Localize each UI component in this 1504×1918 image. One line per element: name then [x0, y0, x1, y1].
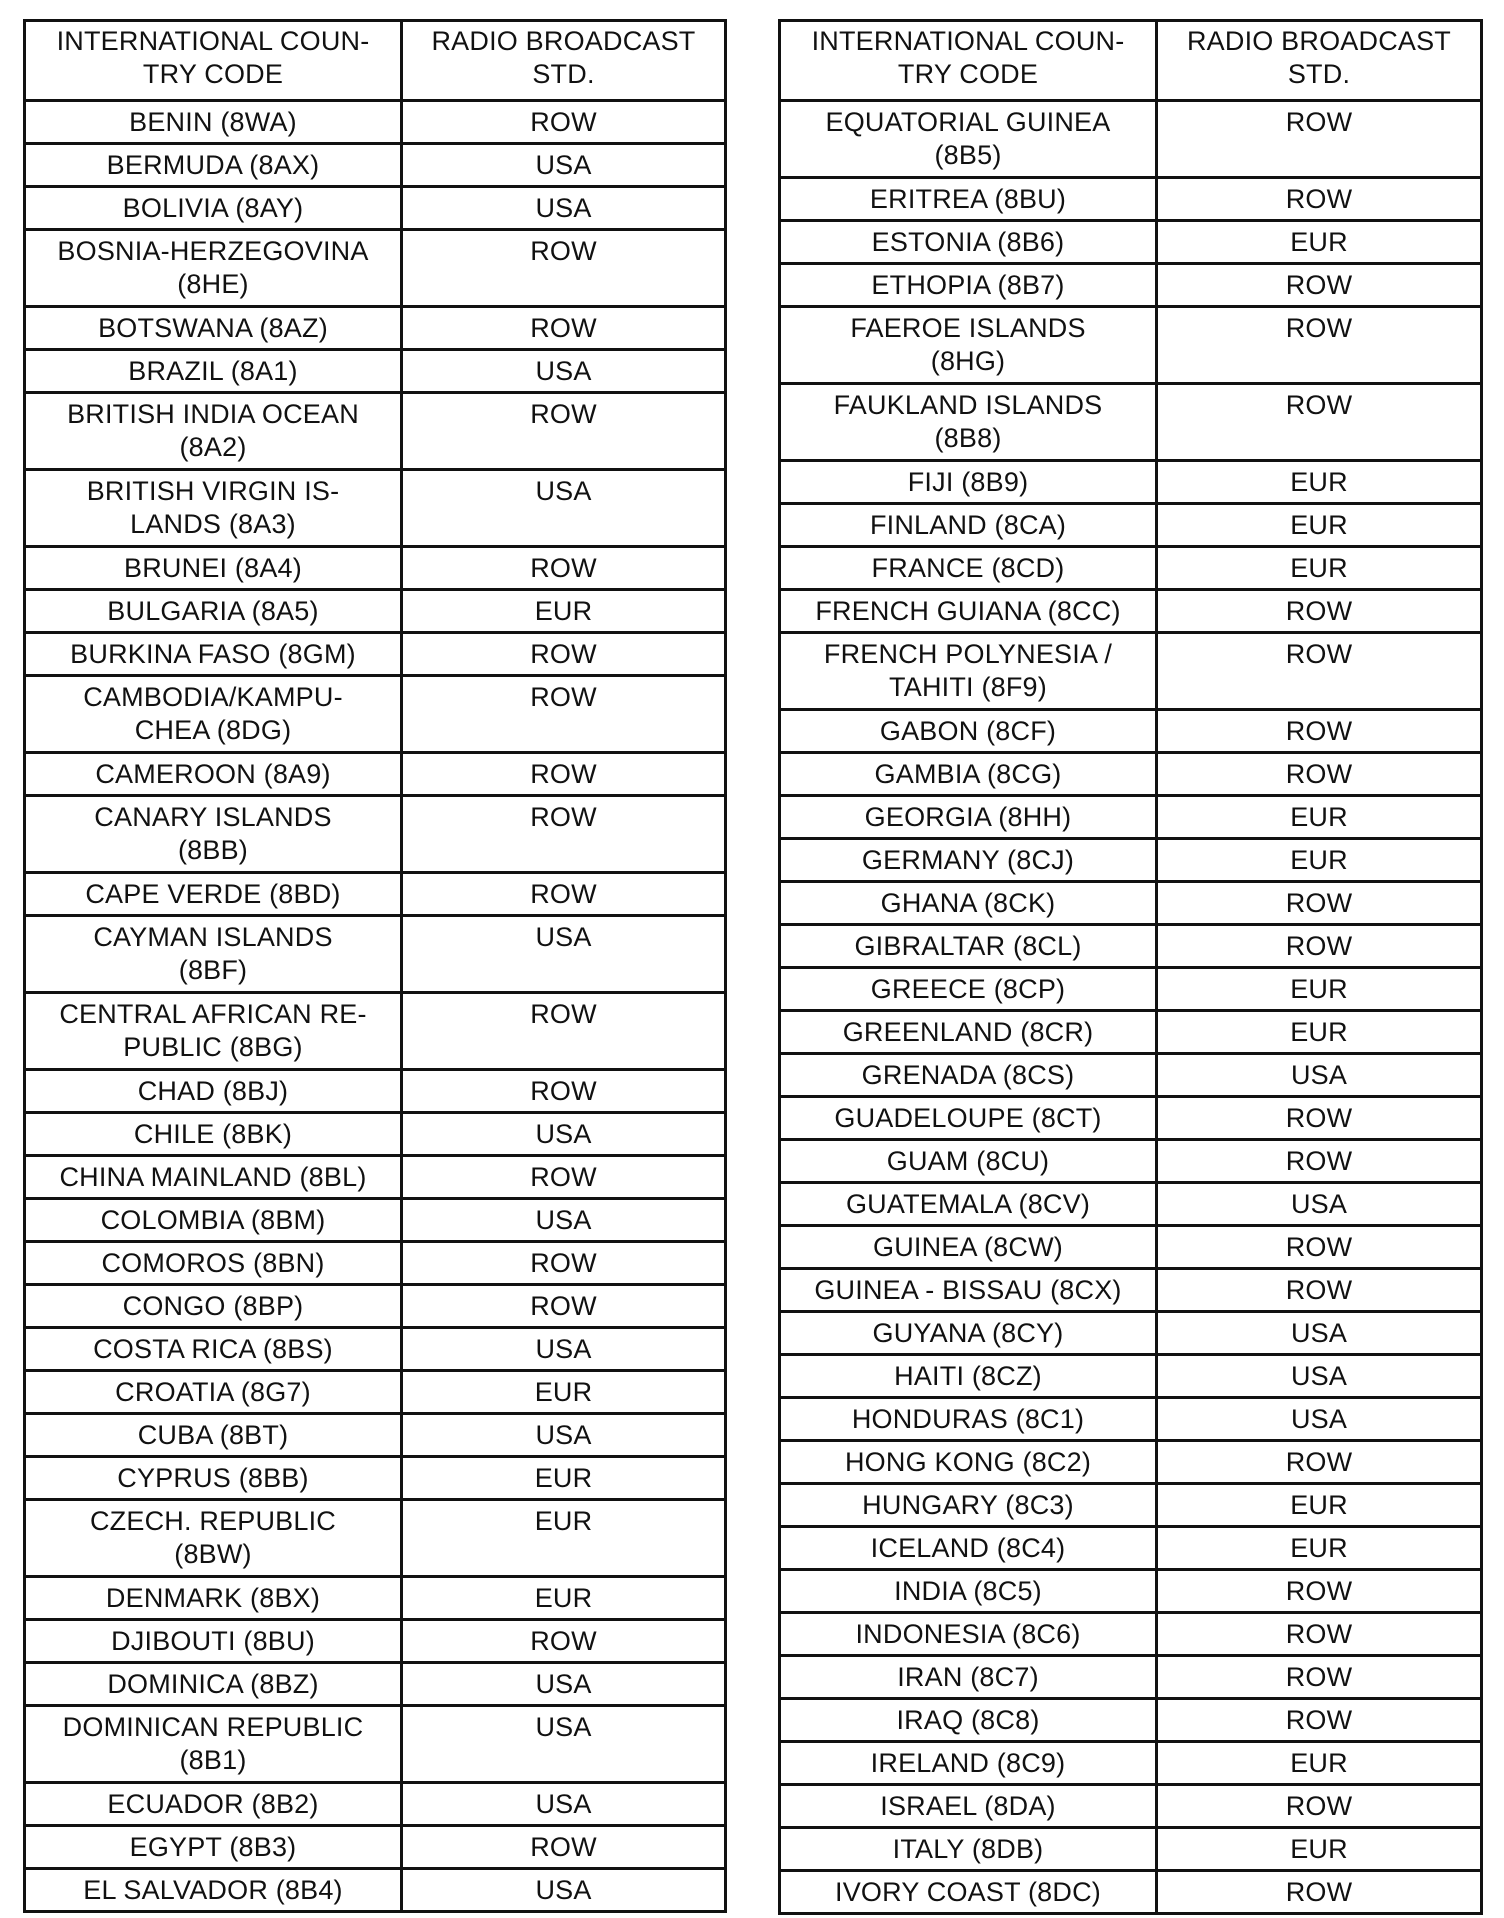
country-code-cell: GUAM (8CU)	[781, 1141, 1158, 1181]
country-code-cell: CONGO (8BP)	[26, 1286, 403, 1326]
broadcast-std-cell: ROW	[1285, 1275, 1353, 1305]
country-code-cell: EL SALVADOR (8B4)	[26, 1870, 403, 1910]
broadcast-std-cell: ROW	[1285, 1791, 1353, 1821]
broadcast-std-cell: EUR	[534, 1377, 593, 1407]
country-code-cell: HONG KONG (8C2)	[781, 1442, 1158, 1482]
broadcast-std-cell: ROW	[1285, 1447, 1353, 1477]
broadcast-std-cell: EUR	[1290, 510, 1348, 540]
table-row	[781, 459, 1480, 502]
table-row	[781, 1482, 1480, 1525]
country-code-cell: GRENADA (8CS)	[781, 1055, 1158, 1095]
table-row	[781, 1783, 1480, 1826]
table-row	[781, 588, 1480, 631]
country-code-cell: GREECE (8CP)	[781, 969, 1158, 1009]
broadcast-std-cell: ROW	[530, 1626, 597, 1656]
country-code-cell: CENTRAL AFRICAN RE- PUBLIC (8BG)	[26, 994, 403, 1068]
table-row	[781, 1009, 1480, 1052]
broadcast-std-cell: EUR	[1290, 1748, 1348, 1778]
table-header-row	[26, 22, 724, 99]
broadcast-std-cell: ROW	[1285, 1877, 1353, 1907]
country-code-cell: BRAZIL (8A1)	[26, 351, 403, 391]
table-row	[26, 1575, 724, 1618]
country-code-cell: INDIA (8C5)	[781, 1571, 1158, 1611]
country-code-cell: DJIBOUTI (8BU)	[26, 1621, 403, 1661]
country-code-cell: COMOROS (8BN)	[26, 1243, 403, 1283]
broadcast-std-cell: EUR	[534, 1506, 593, 1536]
country-code-cell: IRAN (8C7)	[781, 1657, 1158, 1697]
country-code-cell: CAYMAN ISLANDS (8BF)	[26, 917, 403, 991]
country-code-cell: CHILE (8BK)	[26, 1114, 403, 1154]
country-code-cell: GABON (8CF)	[781, 711, 1158, 751]
table-row	[781, 1525, 1480, 1568]
country-code-cell: GUADELOUPE (8CT)	[781, 1098, 1158, 1138]
country-code-cell: GERMANY (8CJ)	[781, 840, 1158, 880]
table-row	[781, 1138, 1480, 1181]
table-row	[781, 1611, 1480, 1654]
table-row	[26, 1498, 724, 1575]
broadcast-std-cell: USA	[535, 1205, 592, 1235]
table-row	[781, 1697, 1480, 1740]
table-row	[26, 99, 724, 142]
broadcast-std-cell: ROW	[530, 1832, 597, 1862]
table-row	[26, 1068, 724, 1111]
broadcast-std-cell: ROW	[1285, 1103, 1353, 1133]
header-radio-std: RADIO BROADCAST STD.	[431, 26, 696, 89]
table-row	[26, 1704, 724, 1781]
country-code-cell: FRENCH GUIANA (8CC)	[781, 591, 1158, 631]
country-code-table-right	[778, 19, 1483, 1915]
table-row	[781, 305, 1480, 382]
table-row	[781, 502, 1480, 545]
broadcast-std-cell: EUR	[1290, 802, 1348, 832]
table-row	[781, 1568, 1480, 1611]
table-row	[26, 1154, 724, 1197]
country-code-cell: IVORY COAST (8DC)	[781, 1872, 1158, 1912]
table-row	[781, 751, 1480, 794]
broadcast-std-cell: ROW	[1285, 390, 1353, 420]
table-row	[781, 382, 1480, 459]
broadcast-std-cell: ROW	[1285, 596, 1353, 626]
table-row	[781, 837, 1480, 880]
table-row	[781, 1267, 1480, 1310]
table-row	[26, 185, 724, 228]
table-row	[781, 1869, 1480, 1912]
country-code-cell: BULGARIA (8A5)	[26, 591, 403, 631]
broadcast-std-cell: ROW	[1285, 184, 1353, 214]
broadcast-std-cell: USA	[1290, 1189, 1348, 1219]
country-code-cell: IRELAND (8C9)	[781, 1743, 1158, 1783]
country-code-cell: CAMEROON (8A9)	[26, 754, 403, 794]
table-row	[26, 1412, 724, 1455]
table-row	[781, 1826, 1480, 1869]
broadcast-std-cell: ROW	[530, 1291, 597, 1321]
broadcast-std-cell: ROW	[1285, 1619, 1353, 1649]
country-code-cell: GREENLAND (8CR)	[781, 1012, 1158, 1052]
table-row	[781, 1740, 1480, 1783]
table-row	[26, 305, 724, 348]
country-code-cell: GEORGIA (8HH)	[781, 797, 1158, 837]
table-row	[26, 1455, 724, 1498]
broadcast-std-cell: USA	[535, 476, 592, 506]
broadcast-std-cell: ROW	[1285, 1232, 1353, 1262]
broadcast-std-cell: ROW	[530, 879, 597, 909]
country-code-cell: CYPRUS (8BB)	[26, 1458, 403, 1498]
table-row	[781, 794, 1480, 837]
table-row	[26, 1618, 724, 1661]
table-row	[26, 1326, 724, 1369]
country-code-cell: FAEROE ISLANDS (8HG)	[781, 308, 1158, 382]
table-row	[26, 391, 724, 468]
broadcast-std-cell: EUR	[1290, 974, 1348, 1004]
broadcast-std-cell: ROW	[530, 1248, 597, 1278]
broadcast-std-cell: EUR	[534, 596, 593, 626]
country-code-cell: DENMARK (8BX)	[26, 1578, 403, 1618]
country-code-cell: GUINEA - BISSAU (8CX)	[781, 1270, 1158, 1310]
table-row	[781, 880, 1480, 923]
table-row	[26, 588, 724, 631]
country-code-cell: BOLIVIA (8AY)	[26, 188, 403, 228]
broadcast-std-cell: ROW	[1285, 931, 1353, 961]
country-code-cell: INDONESIA (8C6)	[781, 1614, 1158, 1654]
country-code-cell: ESTONIA (8B6)	[781, 222, 1158, 262]
country-code-cell: BRITISH VIRGIN IS- LANDS (8A3)	[26, 471, 403, 545]
broadcast-std-cell: ROW	[530, 639, 597, 669]
table-row	[781, 1396, 1480, 1439]
broadcast-std-cell: ROW	[530, 682, 597, 712]
country-code-cell: GAMBIA (8CG)	[781, 754, 1158, 794]
table-row	[781, 1439, 1480, 1482]
country-code-cell: BRITISH INDIA OCEAN (8A2)	[26, 394, 403, 468]
table-row	[26, 1824, 724, 1867]
broadcast-std-cell: USA	[535, 922, 592, 952]
broadcast-std-cell: USA	[535, 1420, 592, 1450]
table-row	[26, 1240, 724, 1283]
broadcast-std-cell: ROW	[1285, 1705, 1353, 1735]
broadcast-std-cell: EUR	[1290, 227, 1348, 257]
broadcast-std-cell: EUR	[534, 1583, 593, 1613]
country-code-cell: CANARY ISLANDS (8BB)	[26, 797, 403, 871]
country-code-cell: BENIN (8WA)	[26, 102, 403, 142]
table-row	[26, 348, 724, 391]
table-row	[781, 1052, 1480, 1095]
country-code-cell: COSTA RICA (8BS)	[26, 1329, 403, 1369]
broadcast-std-cell: ROW	[530, 1162, 597, 1192]
broadcast-std-cell: USA	[535, 1669, 592, 1699]
country-code-cell: CROATIA (8G7)	[26, 1372, 403, 1412]
broadcast-std-cell: ROW	[1285, 888, 1353, 918]
country-code-cell: FINLAND (8CA)	[781, 505, 1158, 545]
country-code-cell: CZECH. REPUBLIC (8BW)	[26, 1501, 403, 1575]
table-row	[26, 631, 724, 674]
country-code-cell: BURKINA FASO (8GM)	[26, 634, 403, 674]
broadcast-std-cell: USA	[535, 356, 592, 386]
table-row	[781, 1310, 1480, 1353]
country-code-cell: CAPE VERDE (8BD)	[26, 874, 403, 914]
country-code-cell: CAMBODIA/KAMPU- CHEA (8DG)	[26, 677, 403, 751]
broadcast-std-cell: ROW	[1285, 1146, 1353, 1176]
country-code-table-left	[23, 19, 727, 1913]
country-code-cell: FIJI (8B9)	[781, 462, 1158, 502]
broadcast-std-cell: ROW	[530, 399, 597, 429]
country-code-cell: ITALY (8DB)	[781, 1829, 1158, 1869]
broadcast-std-cell: ROW	[1285, 107, 1353, 137]
country-code-cell: FRANCE (8CD)	[781, 548, 1158, 588]
table-row	[781, 545, 1480, 588]
table-row	[26, 1111, 724, 1154]
broadcast-std-cell: EUR	[1290, 553, 1348, 583]
table-row	[26, 1283, 724, 1326]
broadcast-std-cell: EUR	[1290, 1017, 1348, 1047]
table-row	[781, 1181, 1480, 1224]
country-code-cell: HUNGARY (8C3)	[781, 1485, 1158, 1525]
broadcast-std-cell: ROW	[530, 999, 597, 1029]
country-code-cell: CHAD (8BJ)	[26, 1071, 403, 1111]
country-code-cell: CHINA MAINLAND (8BL)	[26, 1157, 403, 1197]
broadcast-std-cell: USA	[1290, 1361, 1348, 1391]
broadcast-std-cell: ROW	[530, 107, 597, 137]
broadcast-std-cell: EUR	[1290, 1490, 1348, 1520]
broadcast-std-cell: USA	[535, 1789, 592, 1819]
country-code-cell: ETHOPIA (8B7)	[781, 265, 1158, 305]
header-country-code: INTERNATIONAL COUN- TRY CODE	[781, 22, 1158, 99]
table-row	[781, 631, 1480, 708]
broadcast-std-cell: EUR	[1290, 845, 1348, 875]
broadcast-std-cell: ROW	[530, 313, 597, 343]
broadcast-std-cell: USA	[1290, 1318, 1348, 1348]
country-code-cell: BERMUDA (8AX)	[26, 145, 403, 185]
broadcast-std-cell: ROW	[1285, 270, 1353, 300]
table-row	[26, 914, 724, 991]
country-code-cell: GUATEMALA (8CV)	[781, 1184, 1158, 1224]
country-code-cell: FRENCH POLYNESIA / TAHITI (8F9)	[781, 634, 1158, 708]
broadcast-std-cell: USA	[1290, 1060, 1348, 1090]
country-code-cell: ERITREA (8BU)	[781, 179, 1158, 219]
broadcast-std-cell: USA	[535, 150, 592, 180]
broadcast-std-cell: ROW	[530, 236, 597, 266]
country-code-cell: ECUADOR (8B2)	[26, 1784, 403, 1824]
country-code-cell: EGYPT (8B3)	[26, 1827, 403, 1867]
table-row	[781, 708, 1480, 751]
table-row	[26, 545, 724, 588]
broadcast-std-cell: ROW	[1285, 313, 1353, 343]
table-row	[26, 1197, 724, 1240]
table-row	[781, 1224, 1480, 1267]
table-header-row	[781, 22, 1480, 99]
country-code-cell: DOMINICAN REPUBLIC (8B1)	[26, 1707, 403, 1781]
broadcast-std-cell: USA	[535, 1712, 592, 1742]
country-code-cell: FAUKLAND ISLANDS (8B8)	[781, 385, 1158, 459]
country-code-cell: GUINEA (8CW)	[781, 1227, 1158, 1267]
broadcast-std-cell: ROW	[530, 802, 597, 832]
header-radio-std: RADIO BROADCAST STD.	[1186, 26, 1452, 89]
country-code-cell: BOTSWANA (8AZ)	[26, 308, 403, 348]
table-row	[781, 1353, 1480, 1396]
broadcast-std-cell: USA	[535, 193, 592, 223]
table-row	[781, 1654, 1480, 1697]
table-row	[26, 991, 724, 1068]
broadcast-std-cell: USA	[1290, 1404, 1348, 1434]
table-row	[26, 1781, 724, 1824]
table-row	[26, 871, 724, 914]
table-row	[781, 1095, 1480, 1138]
country-code-cell: HAITI (8CZ)	[781, 1356, 1158, 1396]
table-row	[781, 923, 1480, 966]
broadcast-std-cell: ROW	[1285, 1662, 1353, 1692]
country-code-cell: EQUATORIAL GUINEA (8B5)	[781, 102, 1158, 176]
broadcast-std-cell: USA	[535, 1119, 592, 1149]
table-row	[781, 262, 1480, 305]
broadcast-std-cell: USA	[535, 1875, 592, 1905]
country-code-cell: GHANA (8CK)	[781, 883, 1158, 923]
table-row	[781, 99, 1480, 176]
table-row	[26, 142, 724, 185]
country-code-cell: IRAQ (8C8)	[781, 1700, 1158, 1740]
country-code-cell: ISRAEL (8DA)	[781, 1786, 1158, 1826]
country-code-cell: BRUNEI (8A4)	[26, 548, 403, 588]
table-row	[781, 966, 1480, 1009]
broadcast-std-cell: ROW	[1285, 716, 1353, 746]
broadcast-std-cell: ROW	[1285, 639, 1353, 669]
broadcast-std-cell: EUR	[1290, 1533, 1348, 1563]
table-row	[26, 751, 724, 794]
table-row	[26, 794, 724, 871]
table-row	[26, 228, 724, 305]
table-row	[781, 176, 1480, 219]
country-code-cell: CUBA (8BT)	[26, 1415, 403, 1455]
table-row	[26, 468, 724, 545]
table-row	[781, 219, 1480, 262]
broadcast-std-cell: ROW	[1285, 1576, 1353, 1606]
table-row	[26, 1369, 724, 1412]
broadcast-std-cell: EUR	[1290, 1834, 1348, 1864]
broadcast-std-cell: ROW	[1285, 759, 1353, 789]
country-code-cell: GUYANA (8CY)	[781, 1313, 1158, 1353]
broadcast-std-cell: EUR	[1290, 467, 1348, 497]
broadcast-std-cell: ROW	[530, 1076, 597, 1106]
broadcast-std-cell: ROW	[530, 759, 597, 789]
country-code-cell: BOSNIA-HERZEGOVINA (8HE)	[26, 231, 403, 305]
table-row	[26, 1867, 724, 1910]
table-row	[26, 674, 724, 751]
broadcast-std-cell: USA	[535, 1334, 592, 1364]
country-code-cell: HONDURAS (8C1)	[781, 1399, 1158, 1439]
broadcast-std-cell: EUR	[534, 1463, 593, 1493]
country-code-cell: COLOMBIA (8BM)	[26, 1200, 403, 1240]
header-country-code: INTERNATIONAL COUN- TRY CODE	[26, 22, 403, 99]
country-code-cell: GIBRALTAR (8CL)	[781, 926, 1158, 966]
table-row	[26, 1661, 724, 1704]
broadcast-std-cell: ROW	[530, 553, 597, 583]
country-code-cell: DOMINICA (8BZ)	[26, 1664, 403, 1704]
country-code-cell: ICELAND (8C4)	[781, 1528, 1158, 1568]
